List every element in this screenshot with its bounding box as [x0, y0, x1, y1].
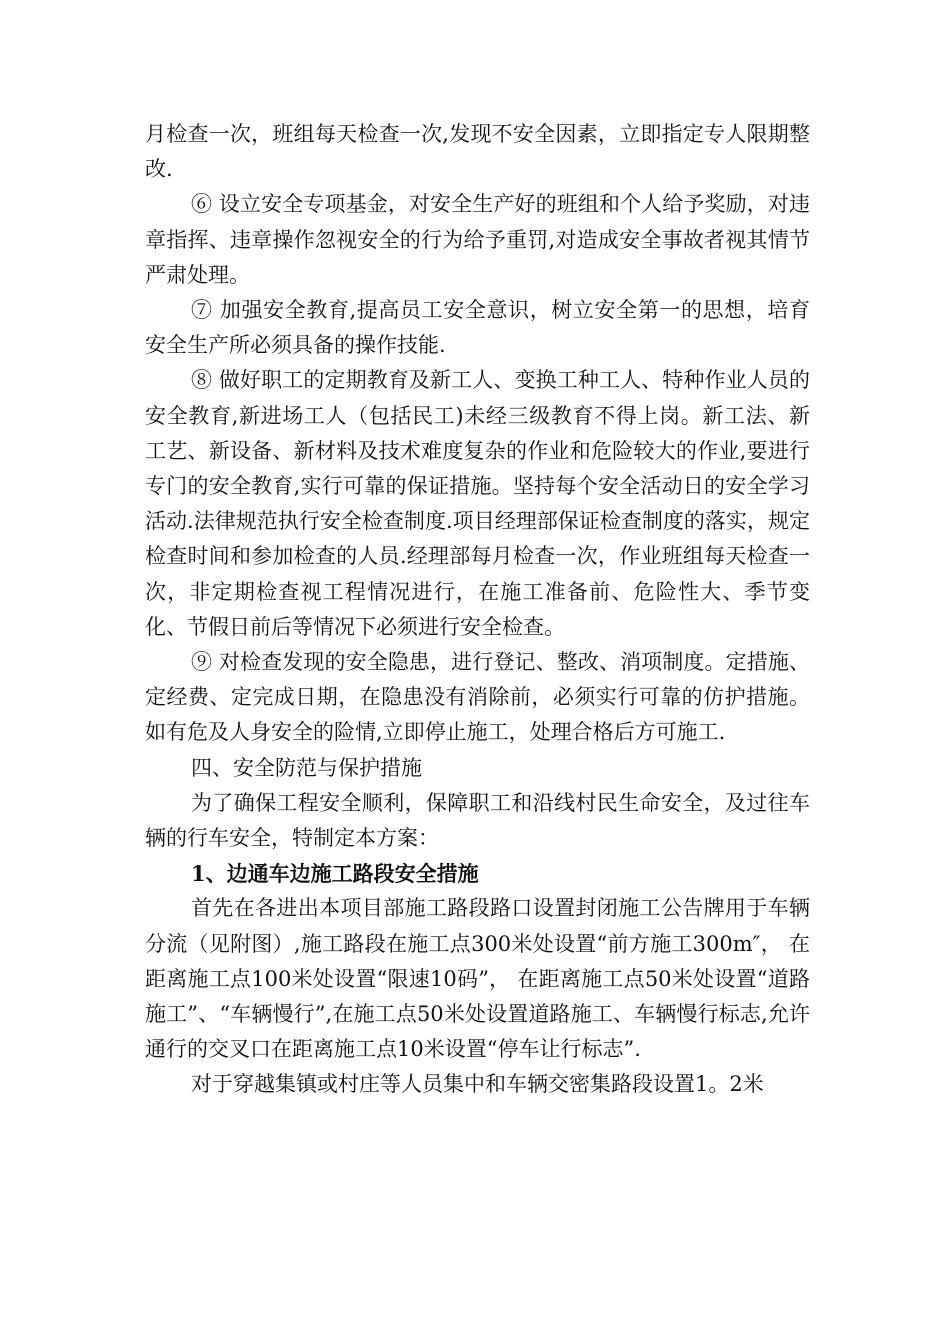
body-text — [145, 117, 810, 1103]
paragraph: 对于穿越集镇或村庄等人员集中和车辆交密集路段设置1。2米 — [191, 1072, 764, 1097]
paragraph: ⑥ 设立安全专项基金，对安全生产好的班组和个人给予奖励，对违章指挥、违章操作忽视安全的行为给予重罚,对造成安全事故者视其情节严肃处理。 — [145, 192, 810, 287]
paragraph: ⑧ 做好职工的定期教育及新工人、变换工种工人、特种作业人员的安全教育,新进场工人（包括民工)未经三级教育不得上岗。新工法、新工艺、新设备、新材料及技术难度复杂的作业和危险较大的作业,要进行专门的安全教育,实行可靠的保证措施。坚持每个安全活动日的安全学习活动.法律规范执行安全检查制度.项目经理部保证检查制度的落实，规定检查时间和参加检查的人员.经理部每月检查一次，作业班组每天检查一次，非定期检查视工程情况进行，在施工准备前、危险性大、季节变化、节假日前后等情况下必须进行安全检查。 — [145, 368, 810, 639]
paragraph: 首先在各进出本项目部施工路段路口设置封闭施工公告牌用于车辆分流（见附图）,施工路段在施工点300米处设置“前方施工300m″， 在距离施工点100米处设置“限速10码”， 在距离施工点50米处设置“道路施工”、“车辆慢行”,在施工点50米处设置道路施工、车辆慢行标志,允许通行的交叉口在距离施工点10米设置“停车让行标志”. — [145, 896, 810, 1062]
paragraph: ⑦ 加强安全教育,提高员工安全意识，树立安全第一的思想，培育安全生产所必须具备的操作技能. — [145, 298, 810, 358]
section-heading: 四、安全防范与保护措施 — [191, 755, 422, 780]
subsection-heading: 1、边通车边施工路段安全措施 — [191, 861, 479, 887]
paragraph: 月检查一次，班组每天检查一次,发现不安全因素，立即指定专人限期整改. — [145, 122, 810, 182]
paragraph: 为了确保工程安全顺利，保障职工和沿线村民生命安全，及过往车辆的行车安全，特制定本方案： — [145, 790, 810, 851]
paragraph: ⑨ 对检查发现的安全隐患，进行登记、整改、消项制度。定措施、定经费、定完成日期，在隐患没有消除前，必须实行可靠的仿护措施。如有危及人身安全的险情,立即停止施工，处理合格后方可施工. — [145, 650, 810, 745]
